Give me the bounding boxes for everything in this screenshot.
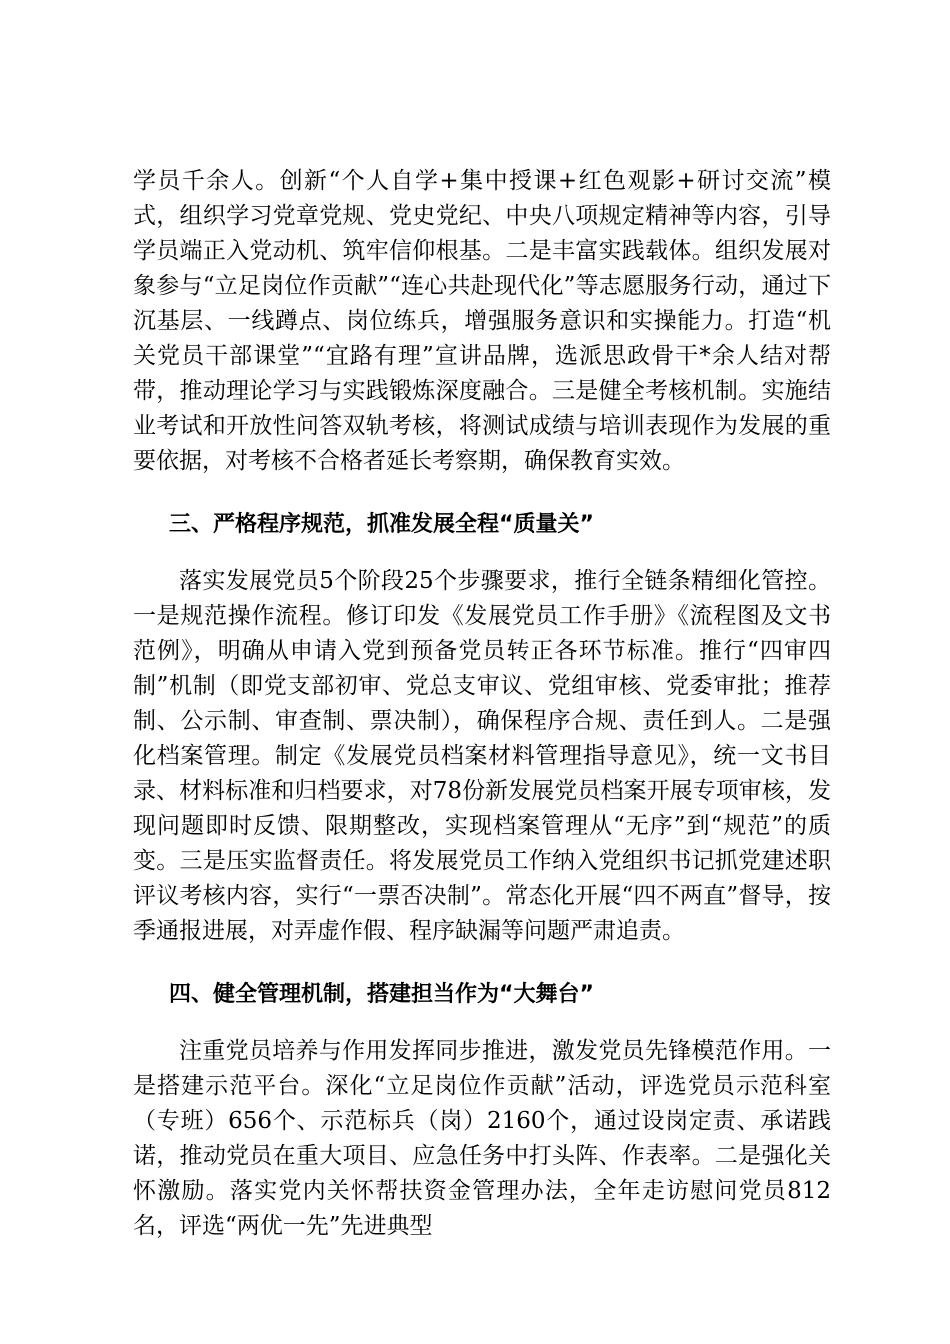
document-page [133,164,831,1244]
body-paragraph: 学员千余人。创新“个人自学+集中授课+红色观影+研讨交流”模式，组织学习党章党规、党史党纪、中央八项规定精神等内容，引导学员端正入党动机、筑牢信仰根基。二是丰富实践载体。组织发展对象参与“立足岗位作贡献”“连心共赴现代化”等志愿服务行动，通过下沉基层、一线蹲点、岗位练兵，增强服务意识和实操能力。打造“机关党员干部课堂”“宜路有理”宣讲品牌，选派思政骨干*余人结对帮带，推动理论学习与实践锻炼深度融合。三是健全考核机制。实施结业考试和开放性问答双轨考核，将测试成绩与培训表现作为发展的重要依据，对考核不合格者延长考察期，确保教育实效。 [133,168,831,474]
section-heading: 三、严格程序规范，抓准发展全程“质量关” [169,512,594,537]
body-paragraph: 落实发展党员5个阶段25个步骤要求，推行全链条精细化管控。一是规范操作流程。修订印发《发展党员工作手册》《流程图及文书范例》，明确从申请入党到预备党员转正各环节标准。推行“四审四制”机制（即党支部初审、党总支审议、党组审核、党委审批；推荐制、公示制、审查制、票决制），确保程序合规、责任到人。二是强化档案管理。制定《发展党员档案材料管理指导意见》，统一文书目录、材料标准和归档要求，对78份新发展党员档案开展专项审核，发现问题即时反馈、限期整改，实现档案管理从“无序”到“规范”的质变。三是压实监督责任。将发展党员工作纳入党组织书记抓党建述职评议考核内容，实行“一票否决制”。常态化开展“四不两直”督导，按季通报进展，对弄虚作假、程序缺漏等问题严肃追责。 [133,568,831,944]
body-paragraph: 注重党员培养与作用发挥同步推进，激发党员先锋模范作用。一是搭建示范平台。深化“立足岗位作贡献”活动，评选党员示范科室（专班）656个、示范标兵（岗）2160个，通过设岗定责、承诺践诺，推动党员在重大项目、应急任务中打头阵、作表率。二是强化关怀激励。落实党内关怀帮扶资金管理办法，全年走访慰问党员812名，评选“两优一先”先进典型 [133,1038,831,1239]
section-heading: 四、健全管理机制，搭建担当作为“大舞台” [169,982,594,1007]
